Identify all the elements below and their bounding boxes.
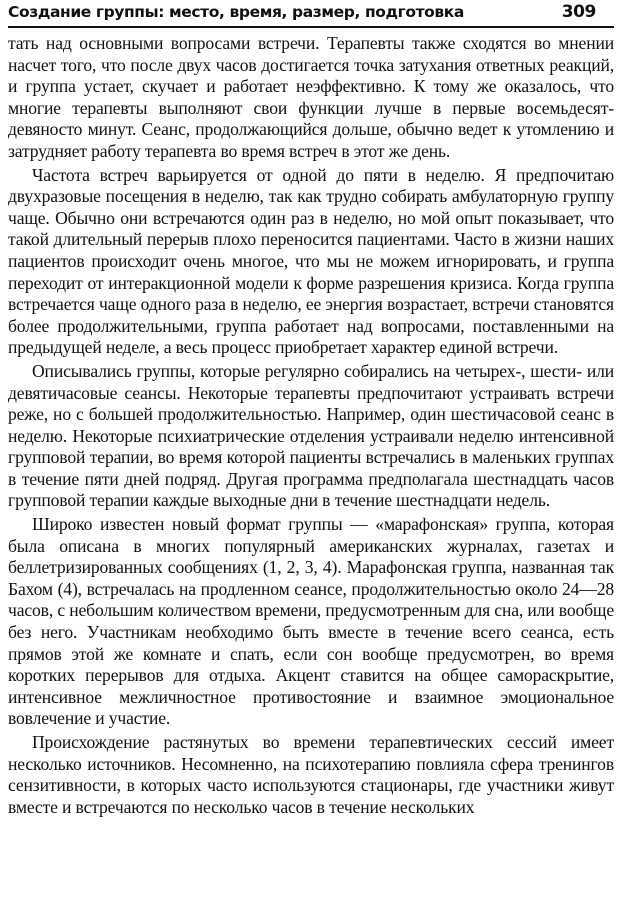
- running-head: [8, 0, 614, 26]
- page-number: 309: [561, 2, 596, 22]
- paragraph: Широко известен новый формат группы — «марафонская» группа, которая была описана в многих популярный американских журналах, газетах и беллетризированных сообщениях (1, 2, 3, 4). Марафонская группа, названная так Бахом (4), встречалась на продленном сеансе, продолжительностью около 24—28 часов, с небольшим количеством времени, предусмотренным для сна, или вообще без него. Участникам необходимо быть вместе в течение всего сеанса, есть прямов этой же комнате и спать, если сон вообще предусмотрен, во время коротких перерывов для отдыха. Акцент ставится на общее самораскрытие, интенсивное межличностное противостояние и взаимное эмоциональное вовлечение и участие.: [8, 514, 614, 729]
- chapter-title: Создание группы: место, время, размер, подготовка: [8, 3, 464, 21]
- paragraph: Описывались группы, которые регулярно собирались на четырех-, шести- или девятичасовые сеансы. Некоторые терапевты предпочитают устраивать встречи реже, но с большей продолжительностью. Например, один шестичасовой сеанс в неделю. Некоторые психиатрические отделения устраивали неделю интенсивной групповой терапии, во время которой пациенты встречались в маленьких группах в течение пяти дней подряд. Другая программа предполагала шестнадцать часов групповой терапии каждые выходные дни в течение шестнадцати недель.: [8, 360, 614, 511]
- paragraph: Происхождение растянутых во времени терапевтических сессий имеет несколько источников. Несомненно, на психотерапию повлияла сфера тренингов сензитивности, в которых часто используются стационары, где участники живут вместе и встречаются по несколько часов в течение нескольких: [8, 732, 614, 817]
- header-rule: [8, 26, 614, 28]
- paragraph-continued: тать над основными вопросами встречи. Терапевты также сходятся во мнении насчет того, что после двух часов достигается точка затухания ответных реакций, и группа устает, скучает и работает неэффективно. К тому же оказалось, что многие терапевты выполняют свои функции лучше в первые восемьдесят-девяносто минут. Сеанс, продолжающийся дольше, обычно ведет к утомлению и затрудняет работу терапевта во время встреч в этот же день.: [8, 33, 614, 161]
- paragraph: Частота встреч варьируется от одной до пяти в неделю. Я предпочитаю двухразовые посещения в неделю, так как трудно собирать амбулаторную группу чаще. Обычно они встречаются один раз в неделю, но мой опыт показывает, что такой длительный перерыв плохо переносится пациентами. Часто в жизни наших пациентов происходит очень многое, что мы не можем игнорировать, и группа переходит от интеракционной модели к форме разрешения кризиса. Когда группа встречается чаще одного раза в неделю, ее энергия возрастает, встречи становятся более продолжительными, группа работает над вопросами, поставленными на предыдущей неделе, а весь процесс приобретает характер единой встречи.: [8, 164, 614, 358]
- body-text: [8, 33, 614, 818]
